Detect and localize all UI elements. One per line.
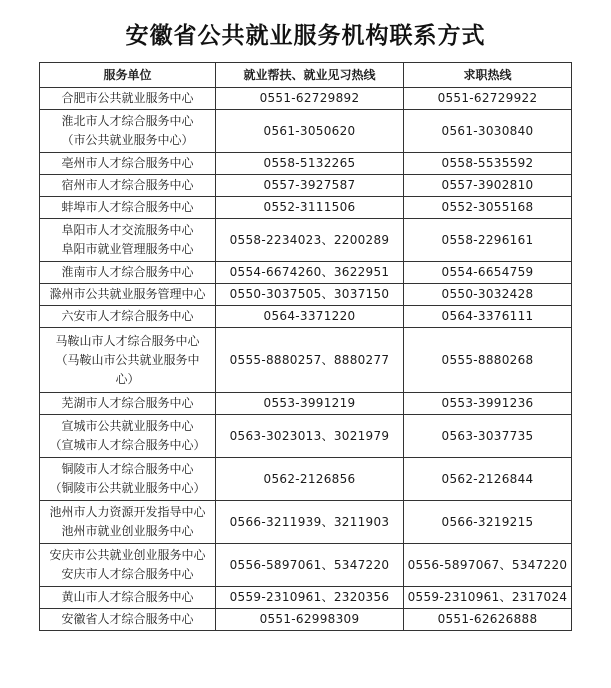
table-row [40, 609, 572, 631]
help-hotline-cell: 0563-3023013、3021979 [216, 415, 404, 458]
table-row [40, 393, 572, 415]
job-hotline-cell: 0558-5535592 [404, 153, 572, 175]
help-hotline-cell: 0556-5897061、5347220 [216, 544, 404, 587]
service-unit-name: 宿州市人才综合服务中心 [61, 178, 194, 192]
job-hotline-cell: 0551-62729922 [404, 88, 572, 110]
job-hotline-cell: 0556-5897067、5347220 [404, 544, 572, 587]
job-hotline-cell: 0561-3030840 [404, 110, 572, 153]
help-hotline-cell: 0561-3050620 [216, 110, 404, 153]
service-unit-name: 淮南市人才综合服务中心 [61, 265, 194, 279]
table-row [40, 262, 572, 284]
service-unit-name: 安庆市公共就业创业服务中心 [49, 548, 206, 562]
header-help-hotline: 就业帮扶、就业见习热线 [216, 63, 404, 88]
service-unit-name: 芜湖市人才综合服务中心 [61, 396, 194, 410]
service-unit-cell [40, 197, 216, 219]
help-hotline-cell: 0564-3371220 [216, 306, 404, 328]
job-hotline-cell: 0564-3376111 [404, 306, 572, 328]
service-unit-name: （宣城市人才综合服务中心） [49, 438, 206, 452]
page-title: 安徽省公共就业服务机构联系方式 [125, 22, 486, 49]
job-hotline-cell: 0566-3219215 [404, 501, 572, 544]
help-hotline-cell: 0559-2310961、2320356 [216, 587, 404, 609]
service-unit-cell [40, 306, 216, 328]
table-row [40, 284, 572, 306]
job-hotline-cell: 0557-3902810 [404, 175, 572, 197]
service-unit-name: 滁州市公共就业服务管理中心 [49, 287, 206, 301]
service-unit-name: 亳州市人才综合服务中心 [61, 156, 194, 170]
service-unit-cell [40, 284, 216, 306]
help-hotline-cell: 0551-62729892 [216, 88, 404, 110]
service-unit-name: 铜陵市人才综合服务中心 [61, 462, 194, 476]
help-hotline-cell: 0558-2234023、2200289 [216, 219, 404, 262]
job-hotline-cell: 0563-3037735 [404, 415, 572, 458]
service-unit-name: 安徽省人才综合服务中心 [61, 612, 194, 626]
service-unit-cell [40, 587, 216, 609]
job-hotline-cell: 0558-2296161 [404, 219, 572, 262]
service-unit-name: 心） [115, 371, 140, 386]
header-job-hotline: 求职热线 [404, 63, 572, 88]
help-hotline-cell: 0552-3111506 [216, 197, 404, 219]
help-hotline-cell: 0558-5132265 [216, 153, 404, 175]
service-unit-name: 黄山市人才综合服务中心 [61, 590, 194, 604]
service-unit-cell [40, 609, 216, 631]
table-row [40, 415, 572, 458]
job-hotline-cell: 0562-2126844 [404, 458, 572, 501]
service-unit-name: 蚌埠市人才综合服务中心 [61, 200, 194, 214]
help-hotline-cell: 0562-2126856 [216, 458, 404, 501]
job-hotline-cell: 0550-3032428 [404, 284, 572, 306]
table-row [40, 153, 572, 175]
service-unit-cell [40, 458, 216, 501]
table-row [40, 88, 572, 110]
job-hotline-cell: 0555-8880268 [404, 328, 572, 393]
table-row [40, 175, 572, 197]
table-row [40, 458, 572, 501]
service-unit-name: 池州市就业创业服务中心 [61, 524, 194, 538]
help-hotline-cell: 0550-3037505、3037150 [216, 284, 404, 306]
service-unit-name: 阜阳市就业管理服务中心 [61, 242, 194, 256]
service-unit-name: 阜阳市人才交流服务中心 [61, 223, 194, 237]
table-row [40, 587, 572, 609]
service-unit-cell [40, 219, 216, 262]
job-hotline-cell: 0552-3055168 [404, 197, 572, 219]
service-unit-cell [40, 393, 216, 415]
table-row [40, 306, 572, 328]
help-hotline-cell: 0551-62998309 [216, 609, 404, 631]
service-unit-cell [40, 415, 216, 458]
service-unit-cell [40, 328, 216, 393]
job-hotline-cell: 0559-2310961、2317024 [404, 587, 572, 609]
help-hotline-cell: 0557-3927587 [216, 175, 404, 197]
header-service-unit: 服务单位 [40, 63, 216, 88]
service-unit-cell [40, 153, 216, 175]
help-hotline-cell: 0566-3211939、3211903 [216, 501, 404, 544]
service-unit-name: （马鞍山市公共就业服务中 [55, 352, 200, 367]
help-hotline-cell: 0555-8880257、8880277 [216, 328, 404, 393]
service-unit-name: 六安市人才综合服务中心 [61, 309, 194, 323]
help-hotline-cell: 0553-3991219 [216, 393, 404, 415]
service-unit-name: 宣城市公共就业服务中心 [61, 419, 194, 433]
service-unit-name: （市公共就业服务中心） [61, 133, 194, 147]
table-row [40, 197, 572, 219]
contacts-table [39, 62, 572, 631]
service-unit-cell [40, 501, 216, 544]
service-unit-cell [40, 262, 216, 284]
table-row [40, 110, 572, 153]
service-unit-name: 淮北市人才综合服务中心 [61, 114, 194, 128]
table-header-row [40, 63, 572, 88]
help-hotline-cell: 0554-6674260、3622951 [216, 262, 404, 284]
job-hotline-cell: 0554-6654759 [404, 262, 572, 284]
job-hotline-cell: 0553-3991236 [404, 393, 572, 415]
service-unit-cell [40, 88, 216, 110]
service-unit-name: 合肥市公共就业服务中心 [61, 91, 194, 105]
table-row [40, 219, 572, 262]
service-unit-name: 安庆市人才综合服务中心 [61, 567, 194, 581]
service-unit-cell [40, 544, 216, 587]
table-row [40, 544, 572, 587]
service-unit-cell [40, 110, 216, 153]
service-unit-cell [40, 175, 216, 197]
service-unit-name: （铜陵市公共就业服务中心） [49, 481, 206, 495]
service-unit-name: 池州市人力资源开发指导中心 [49, 505, 206, 519]
job-hotline-cell: 0551-62626888 [404, 609, 572, 631]
table-row [40, 501, 572, 544]
service-unit-name: 马鞍山市人才综合服务中心 [55, 333, 200, 348]
table-row [40, 328, 572, 393]
